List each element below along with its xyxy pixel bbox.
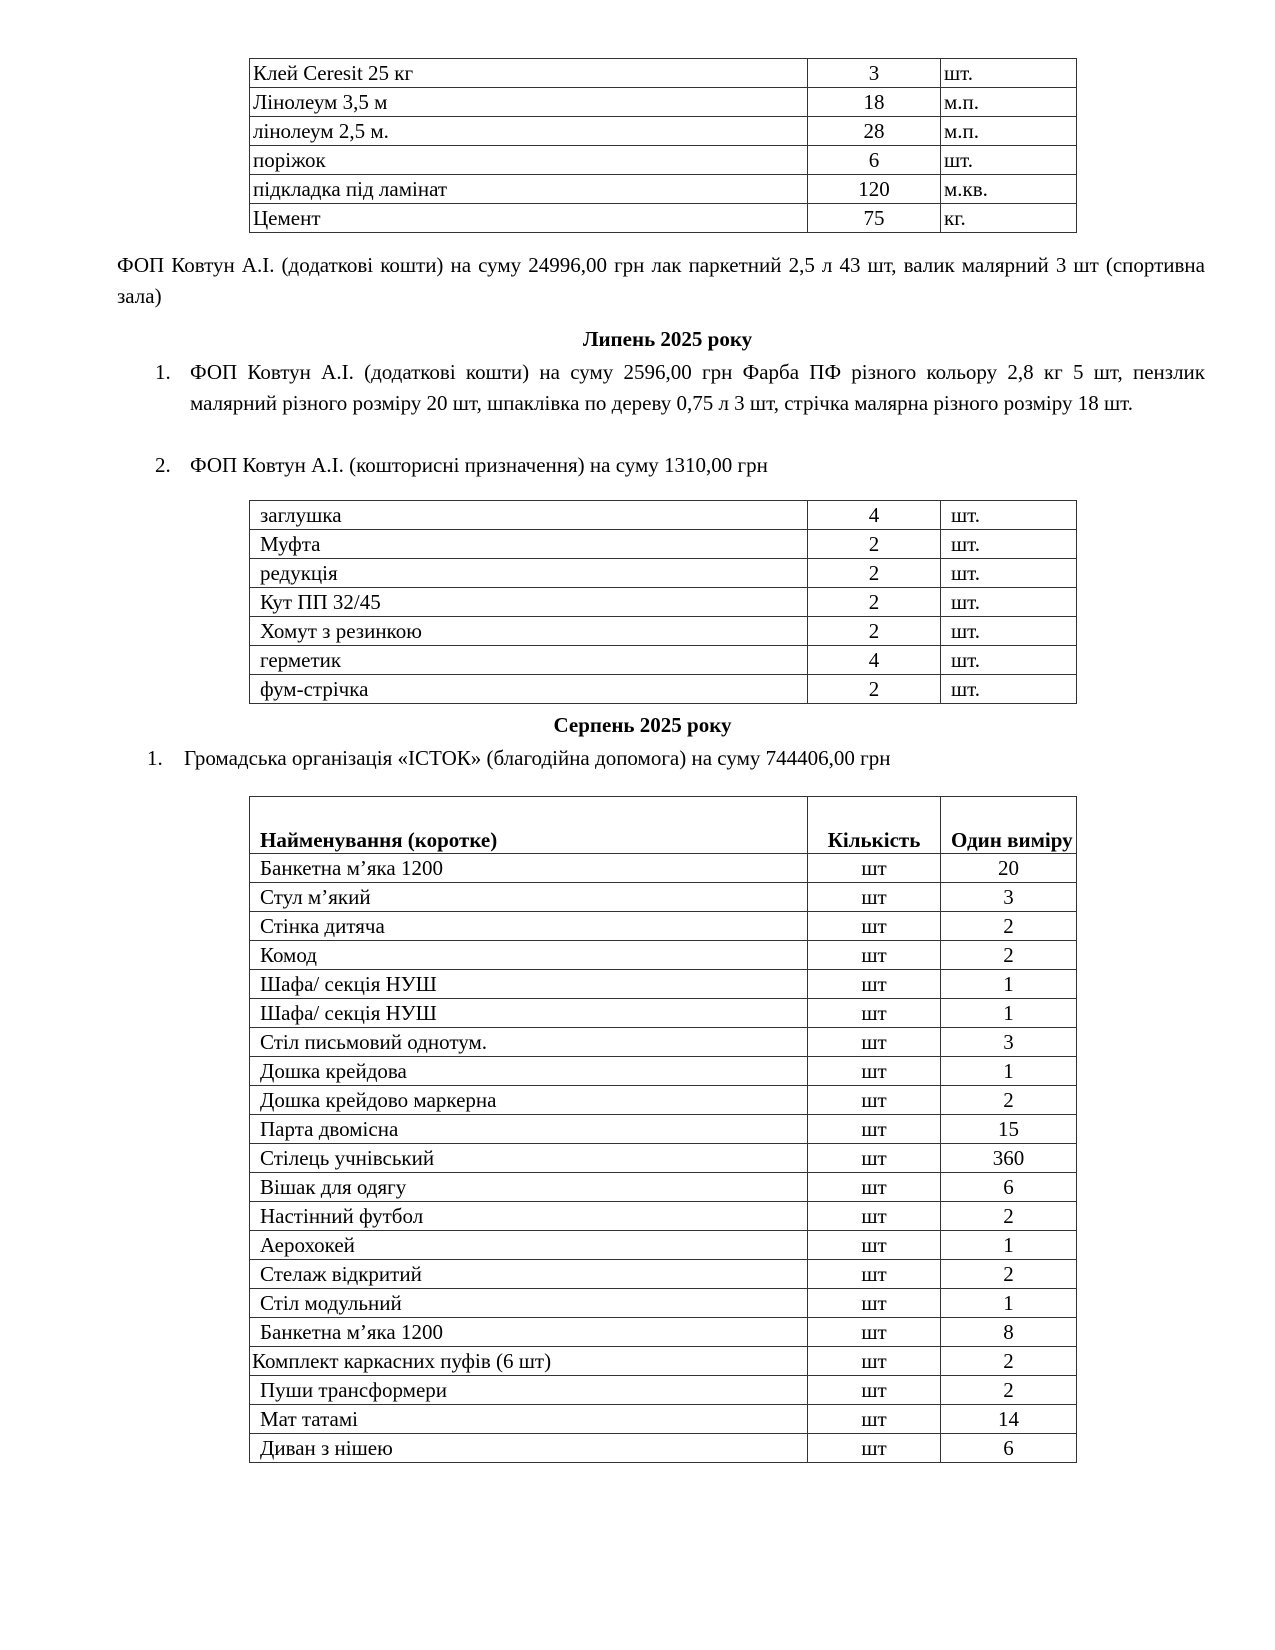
item-unit: м.п. <box>941 117 1077 146</box>
table-row <box>250 912 1077 941</box>
table-row <box>250 559 1077 588</box>
item-qty: 3 <box>941 883 1077 912</box>
table-row <box>250 1144 1077 1173</box>
item-name: Кут ПП 32/45 <box>250 588 808 617</box>
table-row <box>250 617 1077 646</box>
item-qty: 2 <box>941 1260 1077 1289</box>
table-row <box>250 1405 1077 1434</box>
table-row <box>250 1231 1077 1260</box>
table-row <box>250 501 1077 530</box>
table-row <box>250 59 1077 88</box>
item-unit: шт. <box>941 675 1077 704</box>
item-unit: шт <box>808 1144 941 1173</box>
item-name: Стінка дитяча <box>250 912 808 941</box>
item-name: Стіл письмовий однотум. <box>250 1028 808 1057</box>
item-qty: 6 <box>941 1173 1077 1202</box>
item-name: Банкетна м’яка 1200 <box>250 854 808 883</box>
item-unit: шт <box>808 1115 941 1144</box>
table-row <box>250 175 1077 204</box>
item-name: Дошка крейдово маркерна <box>250 1086 808 1115</box>
table-row <box>250 999 1077 1028</box>
item-qty: 1 <box>941 970 1077 999</box>
item-unit: шт <box>808 1405 941 1434</box>
item-qty: 1 <box>941 1289 1077 1318</box>
table-row <box>250 941 1077 970</box>
item-unit: шт <box>808 1376 941 1405</box>
item-qty: 2 <box>808 559 941 588</box>
header-name: Найменування (коротке) <box>250 797 808 854</box>
item-name: Вішак для одягу <box>250 1173 808 1202</box>
table-row <box>250 883 1077 912</box>
item-unit: шт. <box>941 59 1077 88</box>
table-row <box>250 854 1077 883</box>
item-qty: 14 <box>941 1405 1077 1434</box>
section-heading-august: Серпень 2025 року <box>553 713 732 737</box>
item-unit: кг. <box>941 204 1077 233</box>
item-qty: 8 <box>941 1318 1077 1347</box>
table-row <box>250 646 1077 675</box>
furniture-table <box>249 796 1077 1463</box>
item-name: Аерохокей <box>250 1231 808 1260</box>
item-unit: шт <box>808 1347 941 1376</box>
table-row <box>250 117 1077 146</box>
item-unit: шт <box>808 1318 941 1347</box>
item-name: Комплект каркасних пуфів (6 шт) <box>250 1347 808 1376</box>
item-name: Стул м’який <box>250 883 808 912</box>
item-unit: шт <box>808 883 941 912</box>
table-row <box>250 1289 1077 1318</box>
item-qty: 2 <box>941 912 1077 941</box>
table-header-row <box>250 797 1077 854</box>
item-unit: шт <box>808 1434 941 1463</box>
item-unit: шт <box>808 1260 941 1289</box>
table-row <box>250 1260 1077 1289</box>
item-qty: 4 <box>808 646 941 675</box>
table-row <box>250 1434 1077 1463</box>
item-name: Мат татамі <box>250 1405 808 1434</box>
item-name: Клей Ceresit 25 кг <box>250 59 808 88</box>
item-qty: 2 <box>808 588 941 617</box>
item-qty: 2 <box>808 675 941 704</box>
item-name: Шафа/ секція НУШ <box>250 999 808 1028</box>
item-name: Шафа/ секція НУШ <box>250 970 808 999</box>
table-row <box>250 204 1077 233</box>
table-row <box>250 1057 1077 1086</box>
item-name: Банкетна м’яка 1200 <box>250 1318 808 1347</box>
item-name: Настінний футбол <box>250 1202 808 1231</box>
item-unit: шт <box>808 1028 941 1057</box>
item-qty: 2 <box>941 1086 1077 1115</box>
item-name: Лінолеум 3,5 м <box>250 88 808 117</box>
table-row <box>250 146 1077 175</box>
materials-table-2 <box>249 500 1077 704</box>
item-qty: 75 <box>808 204 941 233</box>
section-heading-july: Липень 2025 року <box>582 327 753 351</box>
item-unit: шт. <box>941 646 1077 675</box>
item-qty: 28 <box>808 117 941 146</box>
item-qty: 2 <box>941 941 1077 970</box>
item-name: підкладка під ламінат <box>250 175 808 204</box>
table-row <box>250 88 1077 117</box>
list-number: 1. <box>155 360 171 384</box>
table-row <box>250 675 1077 704</box>
item-unit: шт. <box>941 559 1077 588</box>
list-text: ФОП Ковтун А.І. (додаткові кошти) на суму 2596,00 грн Фарба ПФ різного кольору 2,8 кг 5 шт, пензлик малярний різного розміру 20 шт, шпаклівка по дереву 0,75 л 3 шт, стрічка малярна різного розміру 18 шт. <box>190 360 1205 415</box>
item-name: поріжок <box>250 146 808 175</box>
list-number: 2. <box>155 453 171 477</box>
table-row <box>250 1376 1077 1405</box>
item-name: лінолеум 2,5 м. <box>250 117 808 146</box>
item-qty: 6 <box>808 146 941 175</box>
item-unit: шт <box>808 1202 941 1231</box>
item-qty: 1 <box>941 1057 1077 1086</box>
header-unit: Один виміру <box>941 797 1077 854</box>
item-unit: м.кв. <box>941 175 1077 204</box>
table-row <box>250 1318 1077 1347</box>
item-name: Стіл модульний <box>250 1289 808 1318</box>
list-text: Громадська організація «ІСТОК» (благодійна допомога) на суму 744406,00 грн <box>184 746 891 770</box>
item-unit: шт <box>808 999 941 1028</box>
table-row <box>250 1173 1077 1202</box>
item-qty: 2 <box>808 530 941 559</box>
item-qty: 2 <box>941 1376 1077 1405</box>
item-unit: шт <box>808 854 941 883</box>
list-text: ФОП Ковтун А.І. (кошторисні призначення) на суму 1310,00 грн <box>190 453 768 477</box>
table-row <box>250 588 1077 617</box>
item-unit: м.п. <box>941 88 1077 117</box>
item-name: герметик <box>250 646 808 675</box>
item-unit: шт <box>808 1289 941 1318</box>
item-qty: 4 <box>808 501 941 530</box>
table-row <box>250 1086 1077 1115</box>
item-name: Стелаж відкритий <box>250 1260 808 1289</box>
item-qty: 360 <box>941 1144 1077 1173</box>
item-name: Цемент <box>250 204 808 233</box>
item-qty: 3 <box>941 1028 1077 1057</box>
list-number: 1. <box>147 746 163 770</box>
item-qty: 2 <box>941 1202 1077 1231</box>
item-name: редукція <box>250 559 808 588</box>
item-qty: 1 <box>941 1231 1077 1260</box>
item-qty: 6 <box>941 1434 1077 1463</box>
item-qty: 18 <box>808 88 941 117</box>
item-name: Дошка крейдова <box>250 1057 808 1086</box>
table-row <box>250 970 1077 999</box>
item-name: Хомут з резинкою <box>250 617 808 646</box>
item-name: Парта двомісна <box>250 1115 808 1144</box>
table-row <box>250 1028 1077 1057</box>
item-name: Стілець учнівський <box>250 1144 808 1173</box>
item-unit: шт <box>808 1231 941 1260</box>
table-row <box>250 1347 1077 1376</box>
item-unit: шт. <box>941 146 1077 175</box>
item-name: Комод <box>250 941 808 970</box>
item-qty: 120 <box>808 175 941 204</box>
item-name: Диван з нішею <box>250 1434 808 1463</box>
item-unit: шт. <box>941 530 1077 559</box>
item-qty: 2 <box>941 1347 1077 1376</box>
item-unit: шт. <box>941 617 1077 646</box>
item-unit: шт <box>808 912 941 941</box>
item-qty: 20 <box>941 854 1077 883</box>
item-name: заглушка <box>250 501 808 530</box>
item-unit: шт. <box>941 588 1077 617</box>
item-unit: шт <box>808 941 941 970</box>
table-row <box>250 1202 1077 1231</box>
header-qty: Кількість <box>808 797 941 854</box>
item-name: Пуши трансформери <box>250 1376 808 1405</box>
item-qty: 15 <box>941 1115 1077 1144</box>
item-unit: шт <box>808 970 941 999</box>
table-row <box>250 1115 1077 1144</box>
item-name: Муфта <box>250 530 808 559</box>
item-unit: шт <box>808 1057 941 1086</box>
materials-table-1 <box>249 58 1077 233</box>
item-qty: 1 <box>941 999 1077 1028</box>
item-qty: 2 <box>808 617 941 646</box>
table-row <box>250 530 1077 559</box>
item-unit: шт. <box>941 501 1077 530</box>
item-qty: 3 <box>808 59 941 88</box>
item-unit: шт <box>808 1086 941 1115</box>
item-unit: шт <box>808 1173 941 1202</box>
purchase-paragraph: ФОП Ковтун А.І. (додаткові кошти) на суму 24996,00 грн лак паркетний 2,5 л 43 шт, валик малярний 3 шт (спортивна зала) <box>117 253 1205 308</box>
item-name: фум-стрічка <box>250 675 808 704</box>
